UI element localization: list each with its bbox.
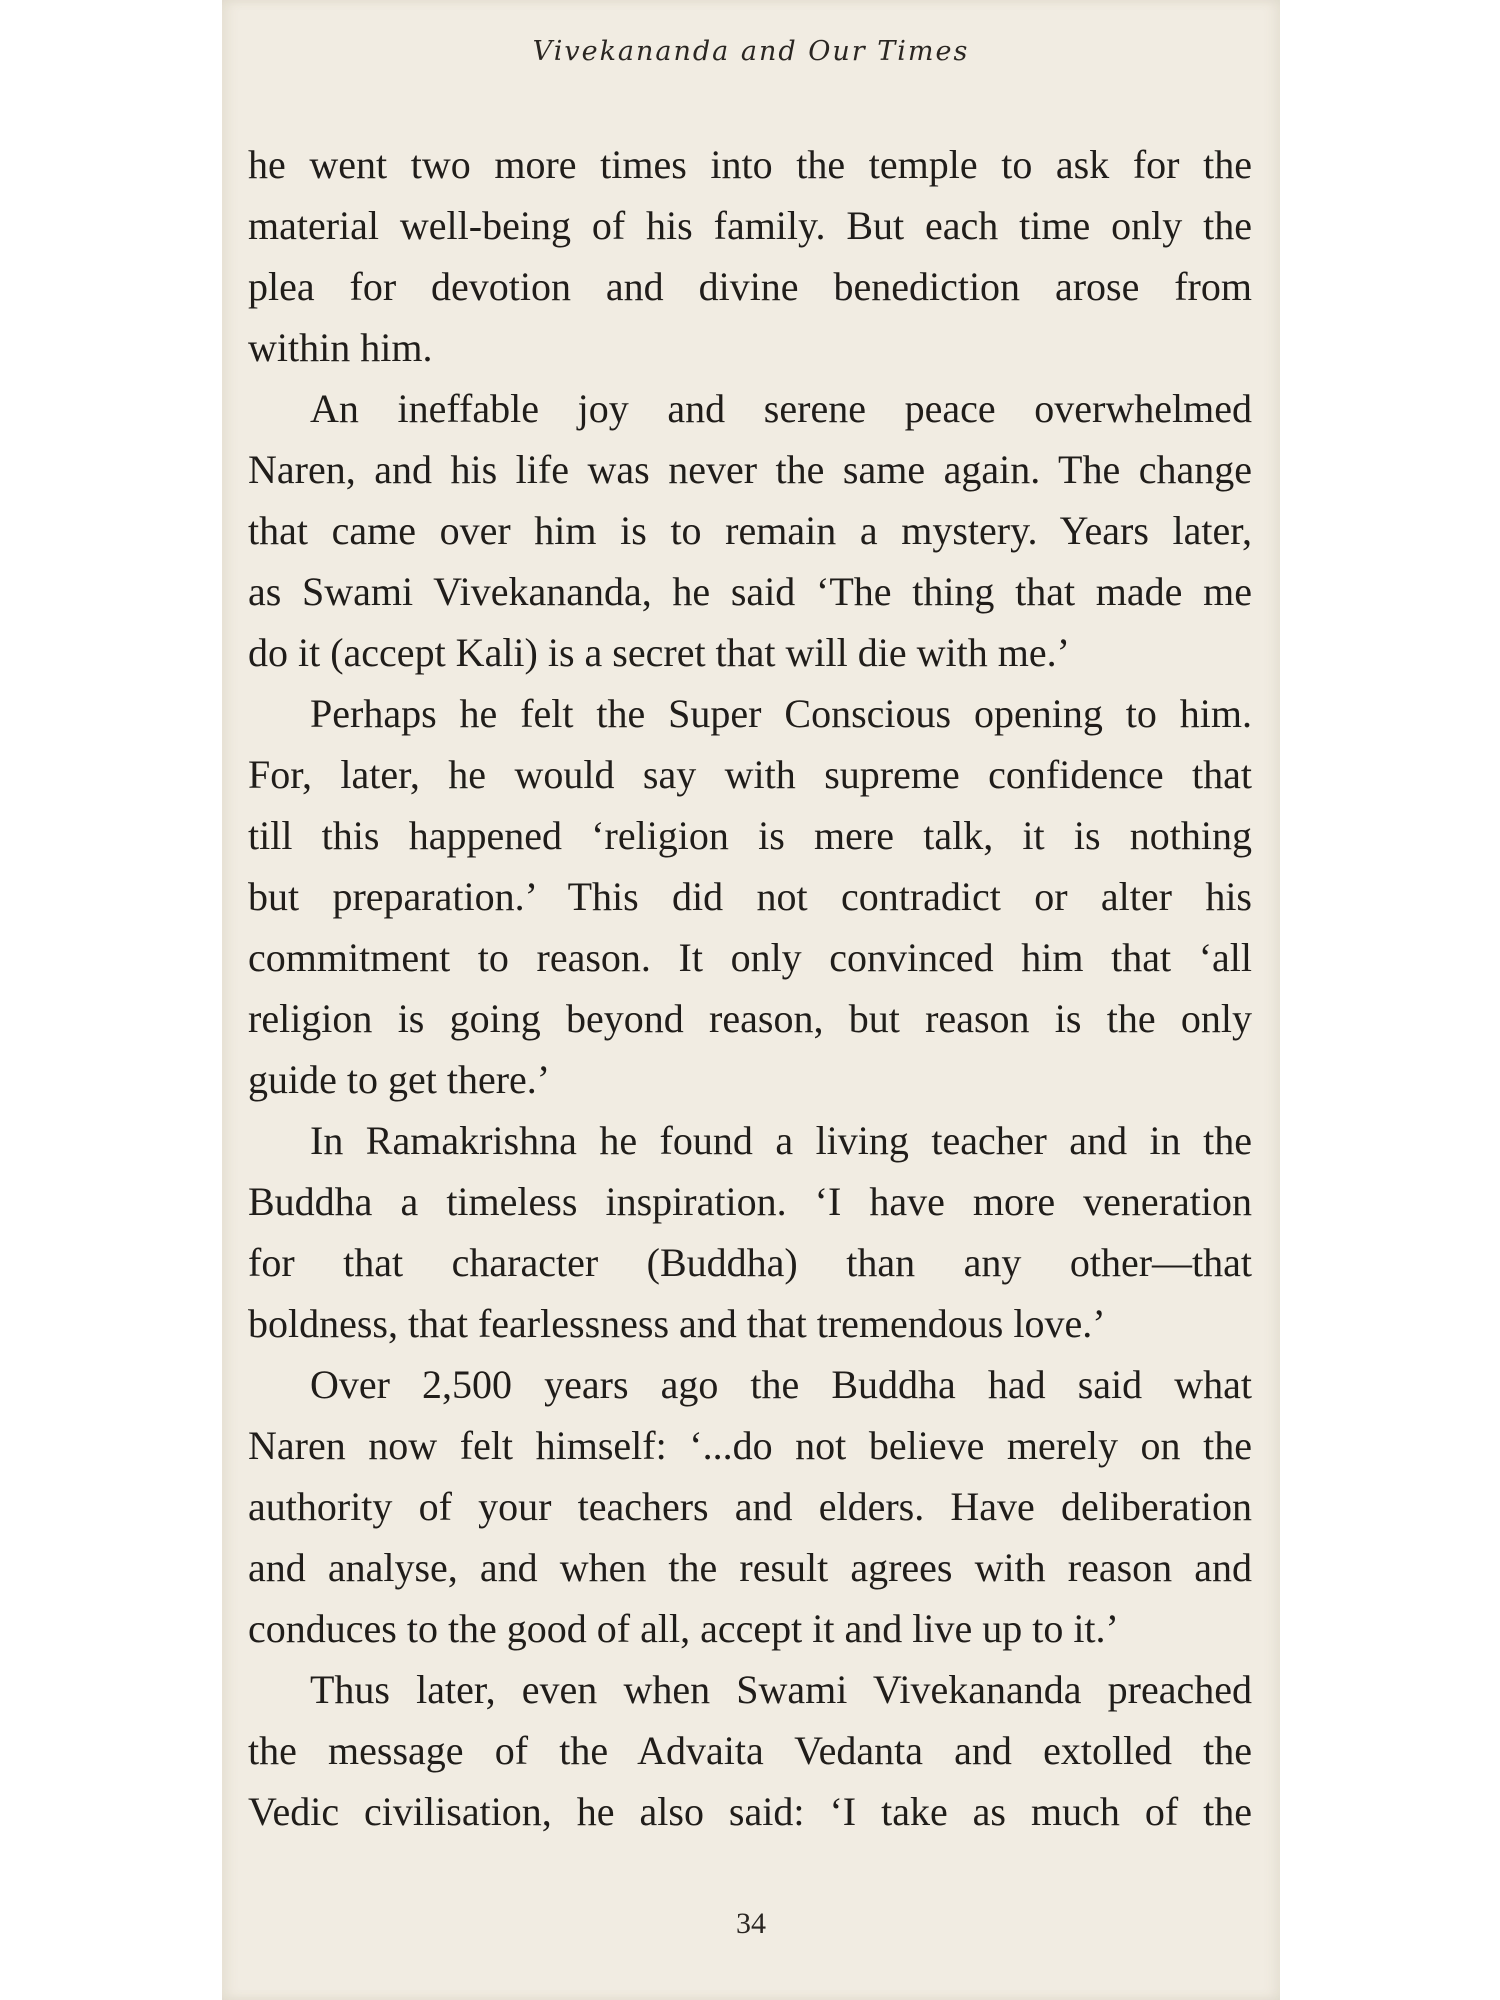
text-line: for that character (Buddha) than any other—that — [248, 1240, 1252, 1285]
paragraph-1 — [248, 134, 1252, 378]
text-line: material well-being of his family. But each time only the — [248, 203, 1252, 248]
text-line: In Ramakrishna he found a living teacher and in the — [310, 1118, 1252, 1163]
text-line: For, later, he would say with supreme confidence that — [248, 752, 1252, 797]
text-line: the message of the Advaita Vedanta and extolled the — [248, 1728, 1252, 1773]
text-line: An ineffable joy and serene peace overwhelmed — [310, 386, 1252, 431]
text-line: conduces to the good of all, accept it and live up to it.’ — [248, 1606, 1119, 1651]
text-line: till this happened ‘religion is mere talk, it is nothing — [248, 813, 1252, 858]
text-line: commitment to reason. It only convinced him that ‘all — [248, 935, 1252, 980]
paragraph-4 — [248, 1110, 1252, 1354]
text-line: boldness, that fearlessness and that tremendous love.’ — [248, 1301, 1106, 1346]
text-line: Over 2,500 years ago the Buddha had said what — [310, 1362, 1252, 1407]
text-line: Thus later, even when Swami Vivekananda preached — [310, 1667, 1252, 1712]
book-page — [222, 0, 1280, 2000]
text-line: as Swami Vivekananda, he said ‘The thing that made me — [248, 569, 1252, 614]
text-line: within him. — [248, 325, 433, 370]
paragraph-6 — [248, 1659, 1252, 1842]
text-line: religion is going beyond reason, but reason is the only — [248, 996, 1252, 1041]
paragraph-2 — [248, 378, 1252, 683]
text-line: plea for devotion and divine benediction arose from — [248, 264, 1252, 309]
running-head: Vivekananda and Our Times — [532, 36, 970, 67]
text-line: Naren now felt himself: ‘...do not believe merely on the — [248, 1423, 1252, 1468]
text-line: Vedic civilisation, he also said: ‘I take as much of the — [248, 1789, 1252, 1834]
text-line: authority of your teachers and elders. Have deliberation — [248, 1484, 1252, 1529]
page-number: 34 — [736, 1907, 766, 1940]
text-line: Buddha a timeless inspiration. ‘I have more veneration — [248, 1179, 1252, 1224]
text-line: he went two more times into the temple to ask for the — [248, 142, 1252, 187]
paragraph-5 — [248, 1354, 1252, 1659]
body-text — [248, 134, 1252, 1842]
text-line: do it (accept Kali) is a secret that will die with me.’ — [248, 630, 1070, 675]
paragraph-3 — [248, 683, 1252, 1110]
text-line: that came over him is to remain a mystery. Years later, — [248, 508, 1252, 553]
text-line: Perhaps he felt the Super Conscious opening to him. — [310, 691, 1252, 736]
text-line: guide to get there.’ — [248, 1057, 551, 1102]
text-line: Naren, and his life was never the same again. The change — [248, 447, 1252, 492]
text-line: but preparation.’ This did not contradict or alter his — [248, 874, 1252, 919]
text-line: and analyse, and when the result agrees with reason and — [248, 1545, 1252, 1590]
